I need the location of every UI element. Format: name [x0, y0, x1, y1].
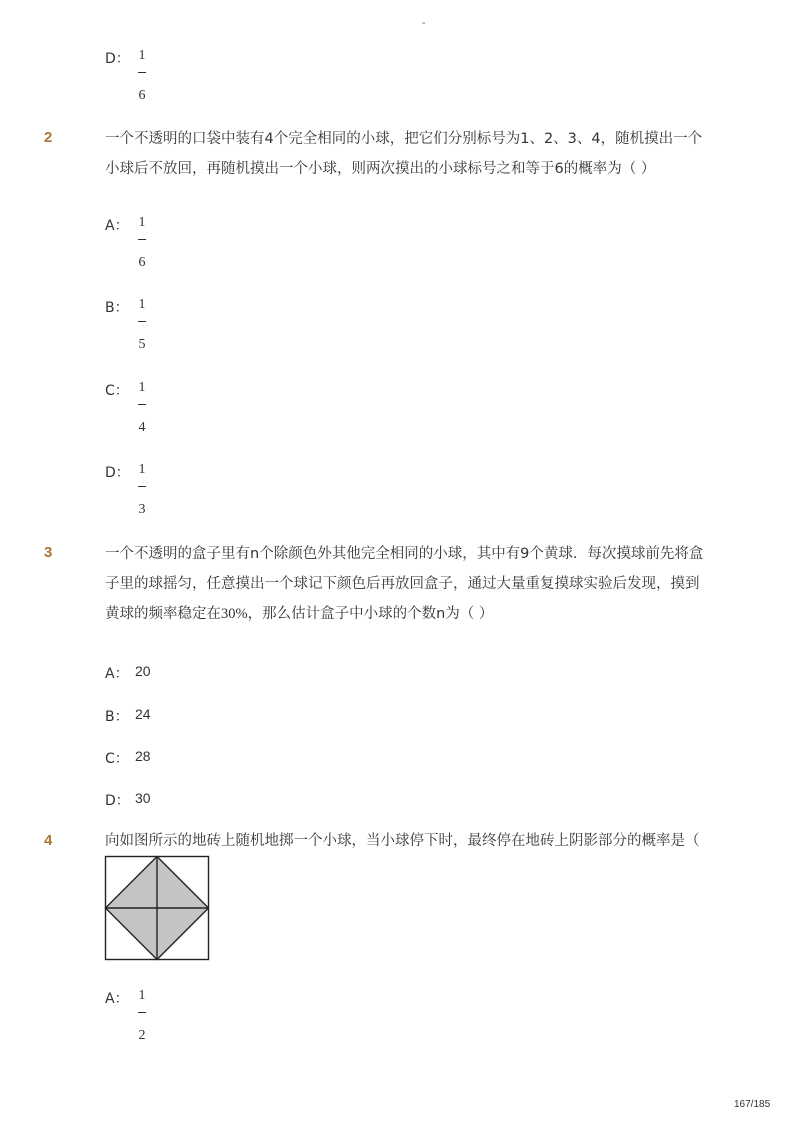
floor-tile-figure	[104, 855, 210, 961]
q3-option-c-label[interactable]: C：	[105, 751, 129, 767]
q3-option-d-value: 30	[135, 790, 151, 806]
fraction-numerator: 1	[138, 462, 146, 477]
q3-option-c-value: 28	[135, 748, 151, 764]
fraction-bar	[138, 486, 146, 487]
q3-option-b-label[interactable]: B：	[105, 709, 129, 725]
fraction-numerator: 1	[138, 297, 146, 312]
q1-option-d-label[interactable]: D：	[105, 51, 130, 67]
q2-option-c-label[interactable]: C：	[105, 383, 129, 399]
q2-option-d-label[interactable]: D：	[105, 465, 130, 481]
question-4-text: 向如图所示的地砖上随机地掷一个小球，当小球停下时，最终停在地砖上阴影部分的概率是（	[105, 833, 700, 849]
page-number: 167/185	[734, 1099, 771, 1110]
q4-option-a-label[interactable]: A：	[105, 991, 129, 1007]
q3-option-b-value: 24	[135, 706, 151, 722]
question-2-number: 2	[44, 129, 53, 146]
q2-option-a-label[interactable]: A：	[105, 218, 129, 234]
question-3-number: 3	[44, 544, 53, 561]
question-3-percent: 30%	[221, 606, 248, 622]
question-3-text-before: 一个不透明的盒子里有n个除颜色外其他完全相同的小球，其中有9个黄球．每次摸球前先将盒子里的球摇匀，任意摸出一个球记下颜色后再放回盒子，通过大量重复摸球实验后发现，摸到黄球的频率稳定在	[105, 546, 704, 622]
header-mark: -	[422, 18, 426, 29]
fraction-numerator: 1	[138, 48, 146, 63]
fraction-denominator: 3	[138, 502, 146, 517]
q2-option-b-label[interactable]: B：	[105, 300, 129, 316]
fraction-denominator: 2	[138, 1028, 146, 1043]
fraction-denominator: 6	[138, 88, 146, 103]
fraction-numerator: 1	[138, 380, 146, 395]
fraction-bar	[138, 1012, 146, 1013]
question-3-text	[105, 539, 705, 629]
fraction-bar	[138, 404, 146, 405]
question-3-text-after: ，那么估计盒子中小球的个数n为（ ）	[247, 606, 494, 622]
fraction-bar	[138, 72, 146, 73]
fraction-denominator: 4	[138, 420, 146, 435]
fraction-denominator: 5	[138, 337, 146, 352]
question-2-text: 一个不透明的口袋中装有4个完全相同的小球，把它们分别标号为1、2、3、4，随机摸出一个小球后不放回，再随机摸出一个小球，则两次摸出的小球标号之和等于6的概率为（ ）	[105, 131, 703, 177]
fraction-bar	[138, 321, 146, 322]
q3-option-a-value: 20	[135, 663, 151, 679]
q3-option-a-label[interactable]: A：	[105, 666, 129, 682]
fraction-bar	[138, 239, 146, 240]
fraction-numerator: 1	[138, 215, 146, 230]
fraction-denominator: 6	[138, 255, 146, 270]
q3-option-d-label[interactable]: D：	[105, 793, 130, 809]
fraction-numerator: 1	[138, 988, 146, 1003]
question-4-number: 4	[44, 832, 53, 849]
